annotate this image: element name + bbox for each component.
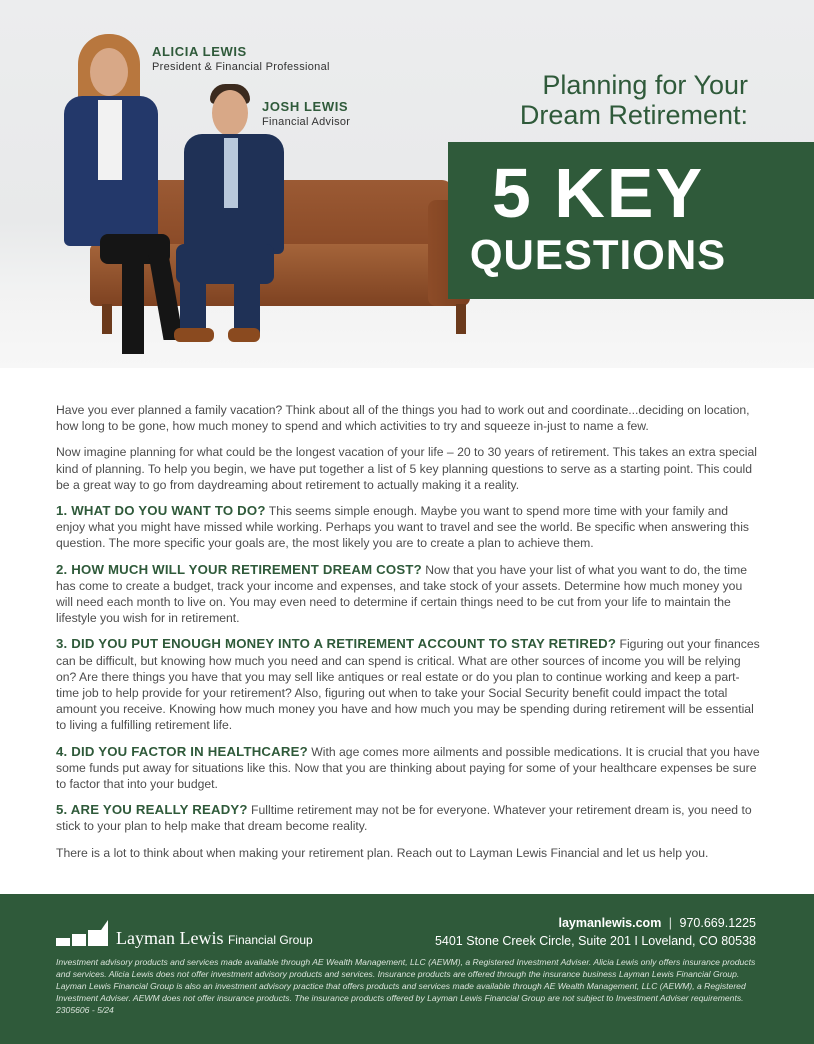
question-heading: 5. ARE YOU REALLY READY? xyxy=(56,802,248,818)
question-3 xyxy=(56,636,760,733)
josh-name: JOSH LEWIS xyxy=(262,99,349,114)
logo-wordmark xyxy=(116,928,313,949)
logo-main-text: Layman Lewis xyxy=(116,928,224,948)
question-2 xyxy=(56,562,760,627)
sofa-leg xyxy=(456,304,466,334)
planning-line-1: Planning for Your xyxy=(542,70,748,100)
planning-line-2: Dream Retirement: xyxy=(519,100,748,130)
photo-alicia xyxy=(60,34,180,354)
disclaimer: Investment advisory products and services made available through AE Wealth Management, LLC (AEWM), a Registered Investment Adviser. Alicia Lewis only offers insurance products and services. Alicia Lewis does not offer investment advisory products and services. Insurance products are offered through the insurance business Layman Lewis Financial Group. Layman Lewis Financial Group is also an investment advisory practice that offers products and services made available through AE Wealth Management, LLC (AEWM), a Registered Investment Adviser. AEWM does not offer insurance products. The insurance products offered by Layman Lewis Financial Group are not subject to Investment Adviser requirements. 2305606 - 5/24 xyxy=(56,957,756,1015)
question-5 xyxy=(56,802,760,834)
josh-role: Financial Advisor xyxy=(262,116,351,128)
question-heading: 4. DID YOU FACTOR IN HEALTHCARE? xyxy=(56,743,308,759)
website-link[interactable]: laymanlewis.com xyxy=(558,916,662,930)
question-4 xyxy=(56,744,760,793)
question-heading: 3. DID YOU PUT ENOUGH MONEY INTO A RETIREMENT ACCOUNT TO STAY RETIRED? xyxy=(56,636,617,652)
title-5-key: 5 KEY xyxy=(491,154,705,232)
question-heading: 2. HOW MUCH WILL YOUR RETIREMENT DREAM COST? xyxy=(56,561,422,577)
intro-paragraph-2: Now imagine planning for what could be the longest vacation of your life – 20 to 30 years of retirement. This takes an extra special kind of planning. To help you begin, we have put together a list of 5 key planning questions to serve as a starting point. This could be a great way to go from daydreaming about retirement to actually making it a reality. xyxy=(56,445,757,492)
question-text: Figuring out your finances can be difficult, but knowing how much you need and can spend is critical. What are other sources of income you will be relying on? Are there things you have that you may sell like antiques or real estate or do you plan to continue working and keep a part-time job to help provide for your retirement? Also, figuring out when to take your Social Security benefit could impact the total amount you receive. Knowing how much money you have and how much you may be spending during retirement will be essential to living a fulfilling retirement life. xyxy=(56,637,760,733)
intro-paragraph-1: Have you ever planned a family vacation? Think about all of the things you had to work out and coordinate...deciding on location, how long to be gone, how much money to spend and which activities to try and squeeze in-just to name a few. xyxy=(56,403,750,434)
planning-heading xyxy=(470,70,748,130)
logo-small-text: Financial Group xyxy=(227,933,313,947)
footer xyxy=(0,894,814,1044)
title-questions: QUESTIONS xyxy=(469,231,727,278)
question-text: Now that you have your list of what you want to do, the time has come to create a budget, track your income and expenses, and take stock of your assets. Determine how much money you will need each month to live on. You may even need to determine if certain things need to be cut from your life to maintain the lifestyle you wish for in retirement. xyxy=(56,562,748,626)
address: 5401 Stone Creek Circle, Suite 201 I Loveland, CO 80538 xyxy=(434,934,756,948)
question-text: Fulltime retirement may not be for everyone. Whatever your retirement dream is, you need to stick to your plan to help make that dream become reality. xyxy=(56,803,752,834)
alicia-role: President & Financial Professional xyxy=(152,61,330,73)
question-text: This seems simple enough. Maybe you want to spend more time with your family and enjoy what you might have missed while working. Perhaps you want to travel and see the world. Be specific when answering this question. The more specific your goals are, the most likely you are to create a plan to achieve them. xyxy=(56,504,750,551)
separator: | xyxy=(668,916,673,930)
logo-bar xyxy=(72,934,86,946)
title-box xyxy=(448,142,814,299)
closing-paragraph: There is a lot to think about when making your retirement plan. Reach out to Layman Lewis Financial and let us help you. xyxy=(56,845,709,860)
question-1 xyxy=(56,503,760,552)
logo-bar xyxy=(56,938,70,946)
article-body xyxy=(56,402,760,871)
question-heading: 1. WHAT DO YOU WANT TO DO? xyxy=(56,503,266,519)
phone-number[interactable]: 970.669.1225 xyxy=(679,916,756,930)
contact-line xyxy=(558,916,756,930)
question-text: With age comes more ailments and possible medications. It is crucial that you have some funds put away for situations like this. Now that you are thinking about paying for some of your healthcare expenses be sure to factor that into your budget. xyxy=(56,744,760,792)
alicia-name: ALICIA LEWIS xyxy=(152,44,247,59)
hero-banner xyxy=(0,0,814,368)
